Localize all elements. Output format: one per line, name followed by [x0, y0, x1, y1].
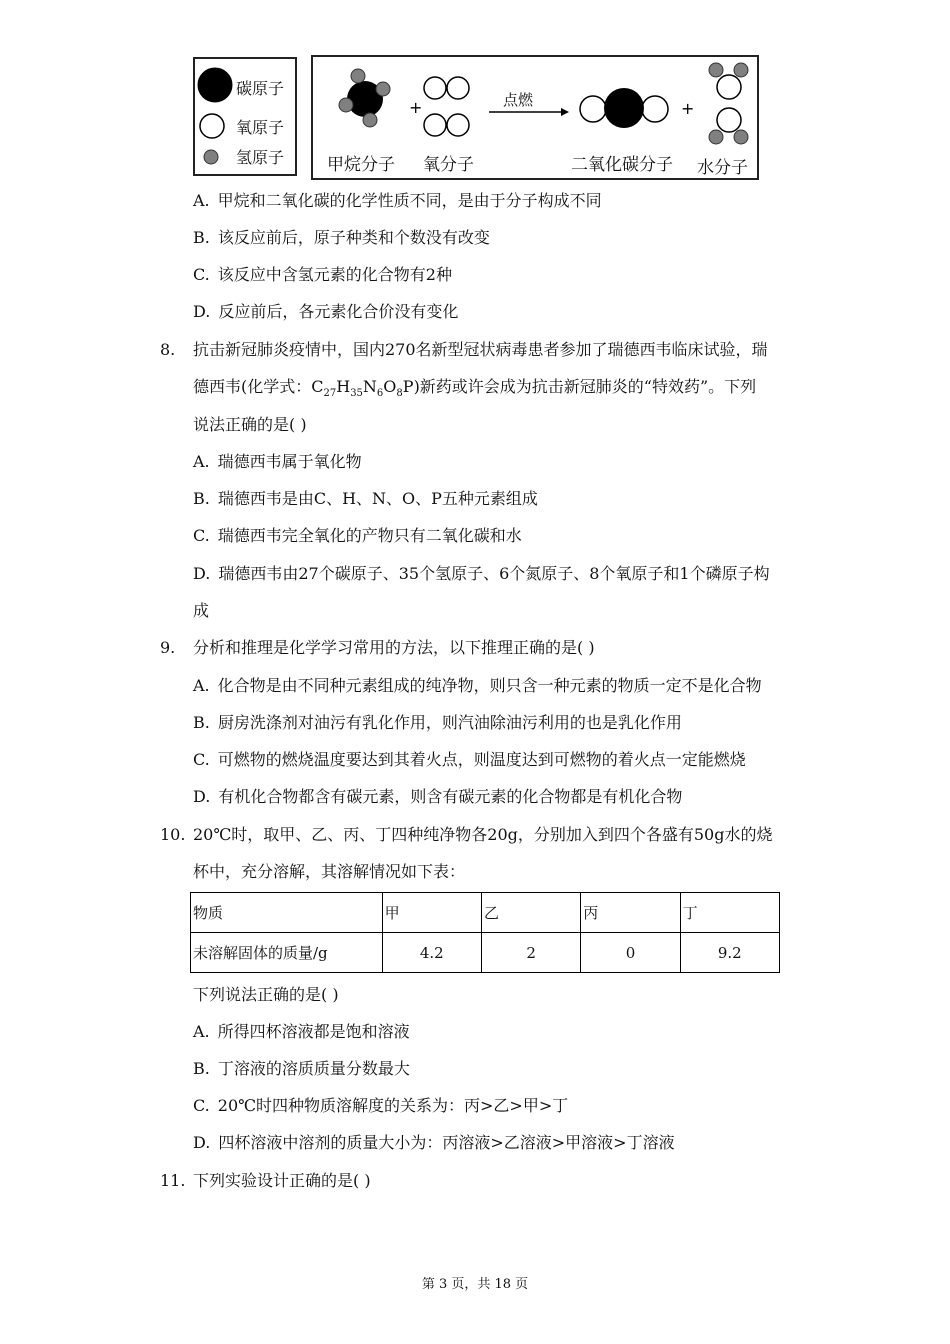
table-cell: 0	[581, 933, 680, 973]
plus-sign: +	[409, 98, 423, 117]
q8-stem-line2: 德西韦(化学式：$C_{27}H_{35}N_6O_8P$)新药或许会成为抗击新冠肺炎的“特效药”。下列	[193, 377, 757, 399]
q7-option-a: A. 甲烷和二氧化碳的化学性质不同，是由于分子构成不同	[193, 191, 602, 210]
table-cell: 乙	[481, 893, 580, 933]
table-cell: 9.2	[680, 933, 779, 973]
q8-number: 8.	[160, 340, 176, 359]
q8-option-d-cont: 成	[193, 601, 210, 620]
q9-option-d: D. 有机化合物都含有碳元素，则含有碳元素的化合物都是有机化合物	[193, 787, 683, 806]
table-cell: 丙	[581, 893, 680, 933]
co2-label: 二氧化碳分子	[571, 155, 673, 175]
q9-number: 9.	[160, 638, 176, 657]
q11-stem: 下列实验设计正确的是( )	[193, 1171, 371, 1190]
q8-stem-line3: 说法正确的是( )	[193, 415, 307, 434]
q9-option-c: C. 可燃物的燃烧温度要达到其着火点，则温度达到可燃物的着火点一定能燃烧	[193, 750, 746, 769]
q8-option-a: A. 瑞德西韦属于氧化物	[193, 452, 362, 471]
oxygen-molecule-label: 氧分子	[423, 155, 474, 175]
q8-option-c: C. 瑞德西韦完全氧化的产物只有二氧化碳和水	[193, 526, 522, 545]
reaction-diagram	[311, 55, 759, 180]
q10-option-d: D. 四杯溶液中溶剂的质量大小为：丙溶液>乙溶液>甲溶液>丁溶液	[193, 1133, 675, 1152]
reaction-condition-label: 点燃	[503, 91, 534, 109]
legend-oxygen-label: 氧原子	[236, 118, 285, 137]
co2-molecule-icon	[580, 88, 668, 128]
table-cell: 2	[481, 933, 580, 973]
q8-stem-line1: 抗击新冠肺炎疫情中，国内270名新型冠状病毒患者参加了瑞德西韦临床试验，瑞	[193, 340, 768, 359]
q7-option-d: D. 反应前后，各元素化合价没有变化	[193, 302, 459, 321]
figure-legend	[193, 57, 297, 176]
table-header-row	[191, 893, 780, 933]
plus-sign-2: +	[681, 99, 695, 118]
q10-number: 10.	[160, 825, 186, 844]
legend-hydrogen-label: 氢原子	[236, 148, 285, 167]
q10-stem-line1: 20℃时，取甲、乙、丙、丁四种纯净物各20g，分别加入到四个各盛有50g水的烧	[193, 825, 773, 844]
legend-carbon-label: 碳原子	[236, 79, 285, 98]
water-molecule-icon	[709, 63, 748, 144]
table-row	[191, 933, 780, 973]
carbon-atom-icon	[198, 68, 232, 102]
table-cell: 丁	[680, 893, 779, 933]
q10-stem-line2: 杯中，充分溶解，其溶解情况如下表：	[193, 862, 466, 881]
chemical-formula: $C_{27}H_{35}N_6O_8P$	[311, 377, 414, 399]
q8-option-b: B. 瑞德西韦是由C、H、N、O、P五种元素组成	[193, 489, 538, 508]
solubility-table	[190, 892, 780, 973]
methane-label: 甲烷分子	[327, 155, 395, 175]
q10-option-a: A. 所得四杯溶液都是饱和溶液	[193, 1022, 410, 1041]
hydrogen-atom-icon	[204, 150, 218, 164]
water-label: 水分子	[697, 158, 748, 178]
q8-option-d: D. 瑞德西韦由27个碳原子、35个氢原子、6个氮原子、8个氧原子和1个磷原子构	[193, 564, 770, 583]
table-cell: 4.2	[382, 933, 481, 973]
q10-option-c: C. 20℃时四种物质溶解度的关系为：丙>乙>甲>丁	[193, 1096, 569, 1115]
q9-option-b: B. 厨房洗涤剂对油污有乳化作用，则汽油除油污利用的也是乳化作用	[193, 713, 682, 732]
q11-number: 11.	[160, 1171, 186, 1190]
oxygen-atom-icon	[200, 114, 224, 138]
table-cell: 物质	[191, 893, 383, 933]
table-cell: 未溶解固体的质量/g	[191, 933, 383, 973]
q9-option-a: A. 化合物是由不同种元素组成的纯净物，则只含一种元素的物质一定不是化合物	[193, 676, 762, 695]
q9-stem: 分析和推理是化学学习常用的方法，以下推理正确的是( )	[193, 638, 595, 657]
oxygen-molecule-icon	[424, 77, 469, 136]
table-cell: 甲	[382, 893, 481, 933]
page-footer: 第 3 页，共 18 页	[421, 1277, 529, 1292]
q7-option-c: C. 该反应中含氢元素的化合物有2种	[193, 265, 452, 284]
q7-option-b: B. 该反应前后，原子种类和个数没有改变	[193, 228, 490, 247]
q10-prompt: 下列说法正确的是( )	[193, 985, 339, 1004]
methane-molecule-icon	[339, 69, 390, 127]
q10-option-b: B. 丁溶液的溶质质量分数最大	[193, 1059, 410, 1078]
